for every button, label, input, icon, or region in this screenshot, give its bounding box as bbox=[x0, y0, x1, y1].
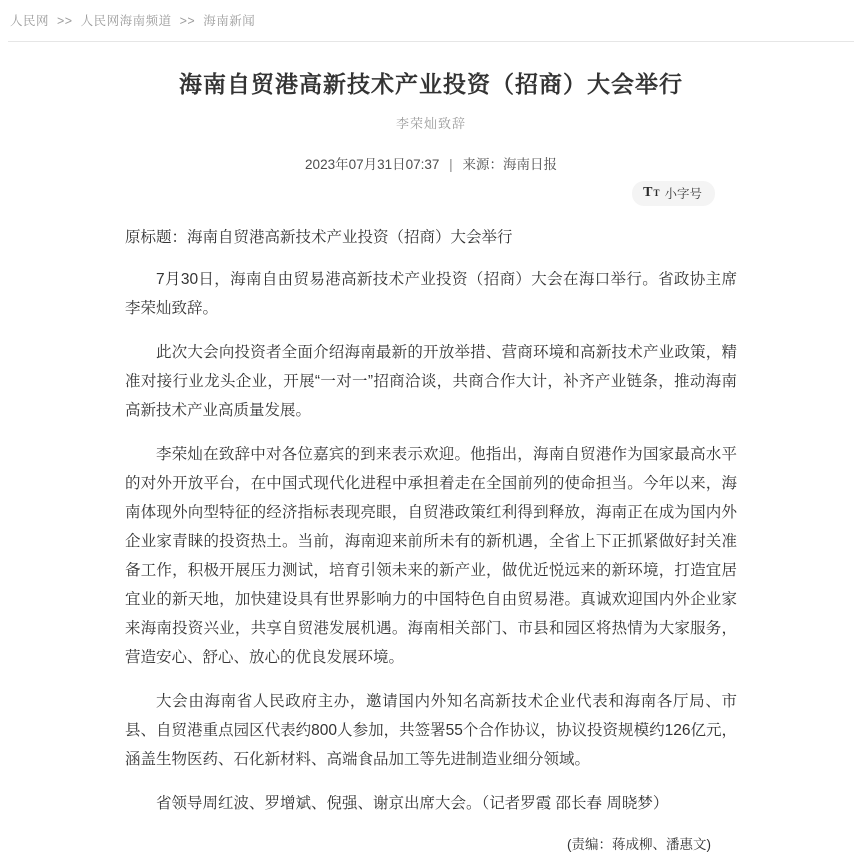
font-size-button[interactable] bbox=[632, 181, 715, 206]
article-body bbox=[125, 223, 737, 818]
breadcrumb-link-hainan-channel[interactable]: 人民网海南频道 bbox=[80, 14, 172, 28]
publish-date: 2023年07月31日07:37 bbox=[305, 157, 440, 172]
original-title: 原标题：海南自贸港高新技术产业投资（招商）大会举行 bbox=[125, 229, 513, 246]
editors-credit: (责编：蒋成柳、潘惠文) bbox=[567, 837, 711, 852]
article-paragraph: 省领导周红波、罗增斌、倪强、谢京出席大会。（记者罗霞 邵长春 周晓梦） bbox=[156, 795, 669, 812]
article-header bbox=[0, 69, 862, 173]
article-toolbar bbox=[125, 181, 737, 206]
article-meta bbox=[0, 153, 862, 173]
breadcrumb bbox=[0, 0, 862, 41]
article-paragraph: 大会由海南省人民政府主办，邀请国内外知名高新技术企业代表和海南各厅局、市县、自贸港重点园区代表约800人参加，共签署55个合作协议，协议投资规模约126亿元，涵盖生物医药、石化新材料、高端食品加工等先进制造业细分领域。 bbox=[125, 693, 737, 768]
breadcrumb-link-hainan-news[interactable]: 海南新闻 bbox=[203, 14, 256, 28]
header-divider-line bbox=[8, 41, 854, 42]
article-subtitle: 李荣灿致辞 bbox=[395, 116, 466, 131]
breadcrumb-link-people-net[interactable]: 人民网 bbox=[10, 14, 50, 28]
font-size-label: 小字号 bbox=[664, 187, 702, 201]
article-paragraph: 7月30日，海南自由贸易港高新技术产业投资（招商）大会在海口举行。省政协主席李荣灿致辞。 bbox=[125, 271, 737, 317]
meta-divider: | bbox=[449, 157, 453, 172]
page-title: 海南自贸港高新技术产业投资（招商）大会举行 bbox=[179, 71, 683, 97]
article-source: 来源：海南日报 bbox=[462, 157, 557, 172]
article-paragraph: 此次大会向投资者全面介绍海南最新的开放举措、营商环境和高新技术产业政策，精准对接行业龙头企业，开展“一对一”招商洽谈，共商合作大计，补齐产业链条，推动海南高新技术产业高质量发展。 bbox=[125, 344, 737, 419]
article-paragraph: 李荣灿在致辞中对各位嘉宾的到来表示欢迎。他指出，海南自贸港作为国家最高水平的对外开放平台，在中国式现代化进程中承担着走在全国前列的使命担当。今年以来，海南体现外向型特征的经济指标表现亮眼，自贸港政策红利得到释放，海南正在成为国内外企业家青睐的投资热土。当前，海南迎来前所未有的新机遇，全省上下正抓紧做好封关准备工作，积极开展压力测试，培育引领未来的新产业，做优近悦远来的新环境，打造宜居宜业的新天地，加快建设具有世界影响力的中国特色自由贸易港。真诚欢迎国内外企业家来海南投资兴业，共享自贸港发展机遇。海南相关部门、市县和园区将热情为大家服务，营造安心、舒心、放心的优良发展环境。 bbox=[125, 446, 737, 666]
breadcrumb-separator: >> bbox=[179, 14, 196, 28]
font-size-icon: T T bbox=[643, 185, 660, 200]
breadcrumb-separator: >> bbox=[57, 14, 73, 28]
